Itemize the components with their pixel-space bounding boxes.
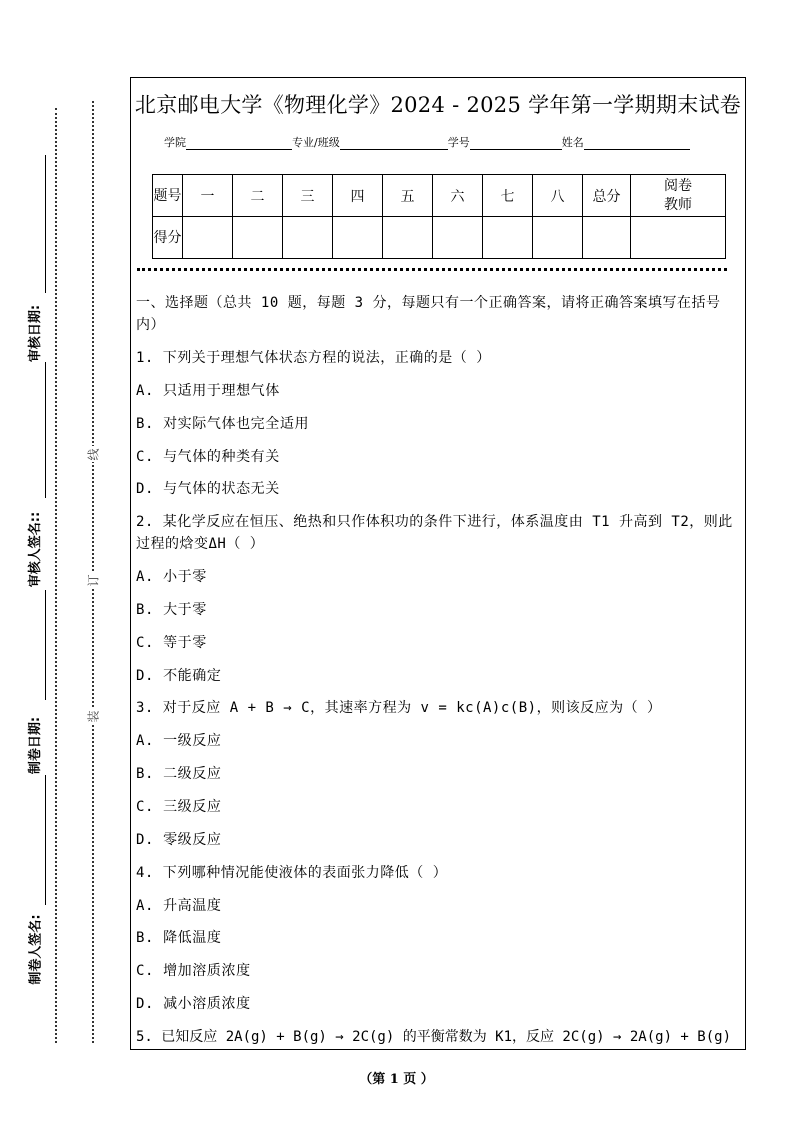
cut-mark-line: 线 [84,446,102,462]
column-1: 一 [183,175,233,217]
info-label-name: 姓名 [561,136,584,149]
column-6: 六 [433,175,483,217]
cut-mark-staple: 订 [84,572,102,588]
column-8: 八 [533,175,583,217]
option-4c: C. 增加溶质浓度 [136,963,251,980]
name-field[interactable] [584,138,690,150]
column-4: 四 [333,175,383,217]
score-table-header-row [153,175,726,217]
cut-mark-bind: 装 [84,708,102,724]
dotted-separator [137,268,727,271]
score-cell[interactable] [183,217,233,259]
option-2c: C. 等于零 [136,634,207,651]
section-heading: 一、选择题（总共 10 题，每题 3 分，每题只有一个正确答案，请将正确答案填写在括号内） [136,295,721,333]
option-4a: A. 升高温度 [136,897,222,914]
header-score: 得分 [153,217,183,259]
college-field[interactable] [186,138,292,150]
signature-line [45,362,46,498]
option-3b: B. 二级反应 [136,766,222,783]
info-label-major-class: 专业/班级 [292,136,340,149]
question-stem-1: 1. 下列关于理想气体状态方程的说法，正确的是（ ） [136,350,491,366]
column-5: 五 [383,175,433,217]
header-question-number: 题号 [153,175,183,217]
option-4d: D. 减小溶质浓度 [136,995,251,1012]
score-cell-grader[interactable] [631,217,726,259]
info-label-student-id: 学号 [447,136,470,149]
score-cell[interactable] [333,217,383,259]
score-cell[interactable] [383,217,433,259]
score-table-score-row [153,217,726,259]
option-1b: B. 对实际气体也完全适用 [136,415,310,432]
info-label-college: 学院 [164,136,186,149]
option-2a: A. 小于零 [136,569,207,586]
score-cell[interactable] [283,217,333,259]
question-stem-2: 2. 某化学反应在恒压、绝热和只作体积功的条件下进行，体系温度由 T1 升高到 T2，则此过程的焓变ΔH（ ） [136,514,733,553]
option-3d: D. 零级反应 [136,831,222,848]
score-cell[interactable] [233,217,283,259]
column-3: 三 [283,175,333,217]
score-table [152,174,726,259]
column-7: 七 [483,175,533,217]
score-cell[interactable] [483,217,533,259]
question-stem-4: 4. 下列哪种情况能使液体的表面张力降低（ ） [136,864,448,881]
question-stem-3: 3. 对于反应 A + B → C，其速率方程为 v = kc(A)c(B)，则该反应为（ ） [136,700,662,717]
questions-content [136,292,742,1059]
option-3a: A. 一级反应 [136,733,222,750]
student-info-row [164,134,690,150]
page-number: （第 1 页 ） [359,1072,434,1087]
major-class-field[interactable] [340,138,448,150]
binding-dotted-line-inner [55,108,57,1043]
option-1c: C. 与气体的种类有关 [136,448,280,465]
option-2d: D. 不能确定 [136,667,222,684]
signature-line [45,775,46,905]
column-2: 二 [233,175,283,217]
paper-maker-signature-label: 制卷人签名: [28,913,44,985]
option-4b: B. 降低温度 [136,930,222,947]
exam-frame [130,77,746,1050]
score-cell[interactable] [433,217,483,259]
column-total: 总分 [583,175,631,217]
option-3c: C. 三级反应 [136,798,222,815]
score-cell[interactable] [533,217,583,259]
signature-line [45,155,46,293]
option-2b: B. 大于零 [136,601,207,618]
paper-date-label: 制卷日期: [28,716,44,774]
option-1a: A. 只适用于理想气体 [136,383,280,399]
student-id-field[interactable] [470,138,562,150]
question-stem-5: 5. 已知反应 2A(g) + B(g) → 2C(g) 的平衡常数为 K1，反应 2C(g) → 2A(g) + B(g) [136,1028,732,1045]
review-date-label: 审核日期: [28,304,44,362]
column-grader: 阅卷教师 [631,175,726,217]
score-cell-total[interactable] [583,217,631,259]
signature-line [45,590,46,700]
reviewer-signature-label: 审核人签名:: [28,511,44,587]
exam-title: 北京邮电大学《物理化学》2024 - 2025 学年第一学期期末试卷 [134,93,742,117]
option-1d: D. 与气体的状态无关 [136,481,280,498]
